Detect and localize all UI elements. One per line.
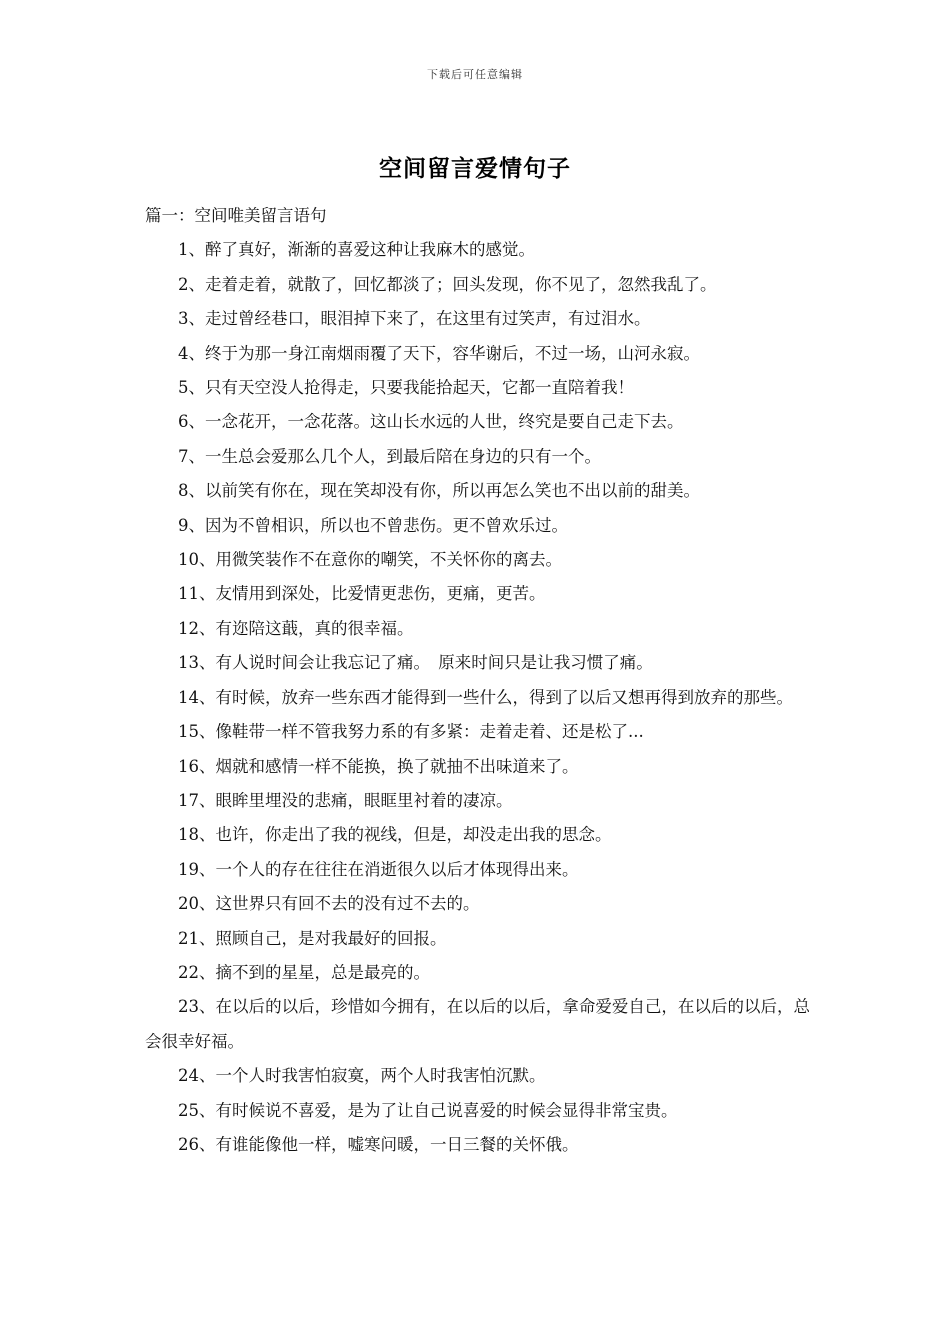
list-item: 2、走着走着，就散了，回忆都淡了；回头发现，你不见了，忽然我乱了。 bbox=[178, 274, 717, 294]
list-item: 25、有时候说不喜爱，是为了让自己说喜爱的时候会显得非常宝贵。 bbox=[178, 1100, 678, 1120]
list-item: 14、有时候，放弃一些东西才能得到一些什么，得到了以后又想再得到放弃的那些。 bbox=[178, 687, 793, 707]
list-item: 11、友情用到深处，比爱情更悲伤，更痛，更苦。 bbox=[178, 584, 546, 604]
list-item: 18、也许，你走出了我的视线，但是，却没走出我的思念。 bbox=[178, 825, 612, 845]
list-item: 7、一生总会爱那么几个人，到最后陪在身边的只有一个。 bbox=[178, 446, 601, 466]
document-title: 空间留言爱情句子 bbox=[379, 156, 571, 182]
list-item: 8、以前笑有你在，现在笑却没有你，所以再怎么笑也不出以前的甜美。 bbox=[178, 481, 700, 501]
list-item: 3、走过曾经巷口，眼泪掉下来了，在这里有过笑声，有过泪水。 bbox=[178, 309, 651, 329]
header-note: 下载后可任意编辑 bbox=[427, 68, 523, 81]
quote-list bbox=[145, 233, 810, 1162]
list-item: 10、用微笑装作不在意你的嘲笑，不关怀你的离去。 bbox=[178, 550, 562, 570]
list-item: 22、摘不到的星星，总是最亮的。 bbox=[178, 962, 430, 982]
list-item: 19、一个人的存在往往在消逝很久以后才体现得出来。 bbox=[178, 859, 579, 879]
list-item: 16、烟就和感情一样不能换，换了就抽不出味道来了。 bbox=[178, 756, 579, 776]
list-item: 9、因为不曾相识，所以也不曾悲伤。更不曾欢乐过。 bbox=[178, 515, 568, 535]
list-item: 13、有人说时间会让我忘记了痛。 原来时间只是让我习惯了痛。 bbox=[178, 653, 653, 673]
list-item: 21、照顾自己，是对我最好的回报。 bbox=[178, 928, 447, 948]
list-item: 24、一个人时我害怕寂寞，两个人时我害怕沉默。 bbox=[178, 1066, 546, 1086]
list-item: 20、这世界只有回不去的没有过不去的。 bbox=[178, 894, 480, 914]
list-item: 17、眼眸里埋没的悲痛，眼眶里衬着的凄凉。 bbox=[178, 790, 513, 810]
list-item: 4、终于为那一身江南烟雨覆了天下，容华谢后，不过一场，山河永寂。 bbox=[178, 343, 700, 363]
list-item: 1、醉了真好，渐渐的喜爱这种让我麻木的感觉。 bbox=[178, 240, 535, 260]
list-item: 12、有迩陪这蕺，真的很幸福。 bbox=[178, 618, 414, 638]
list-item: 23、在以后的以后，珍惜如今拥有，在以后的以后，拿命爱爱自己，在以后的以后，总会很幸好福。 bbox=[145, 997, 810, 1051]
list-item: 15、像鞋带一样不管我努力系的有多紧：走着走着、还是松了... bbox=[178, 722, 644, 742]
section-heading: 篇一：空间唯美留言语句 bbox=[145, 206, 327, 225]
document-body bbox=[145, 199, 810, 1162]
list-item: 6、一念花开，一念花落。这山长水远的人世，终究是要自己走下去。 bbox=[178, 412, 684, 432]
list-item: 26、有谁能像他一样，嘘寒问暖，一日三餐的关怀俄。 bbox=[178, 1134, 579, 1154]
list-item: 5、只有天空没人抢得走，只要我能拾起天，它都一直陪着我！ bbox=[178, 378, 634, 398]
